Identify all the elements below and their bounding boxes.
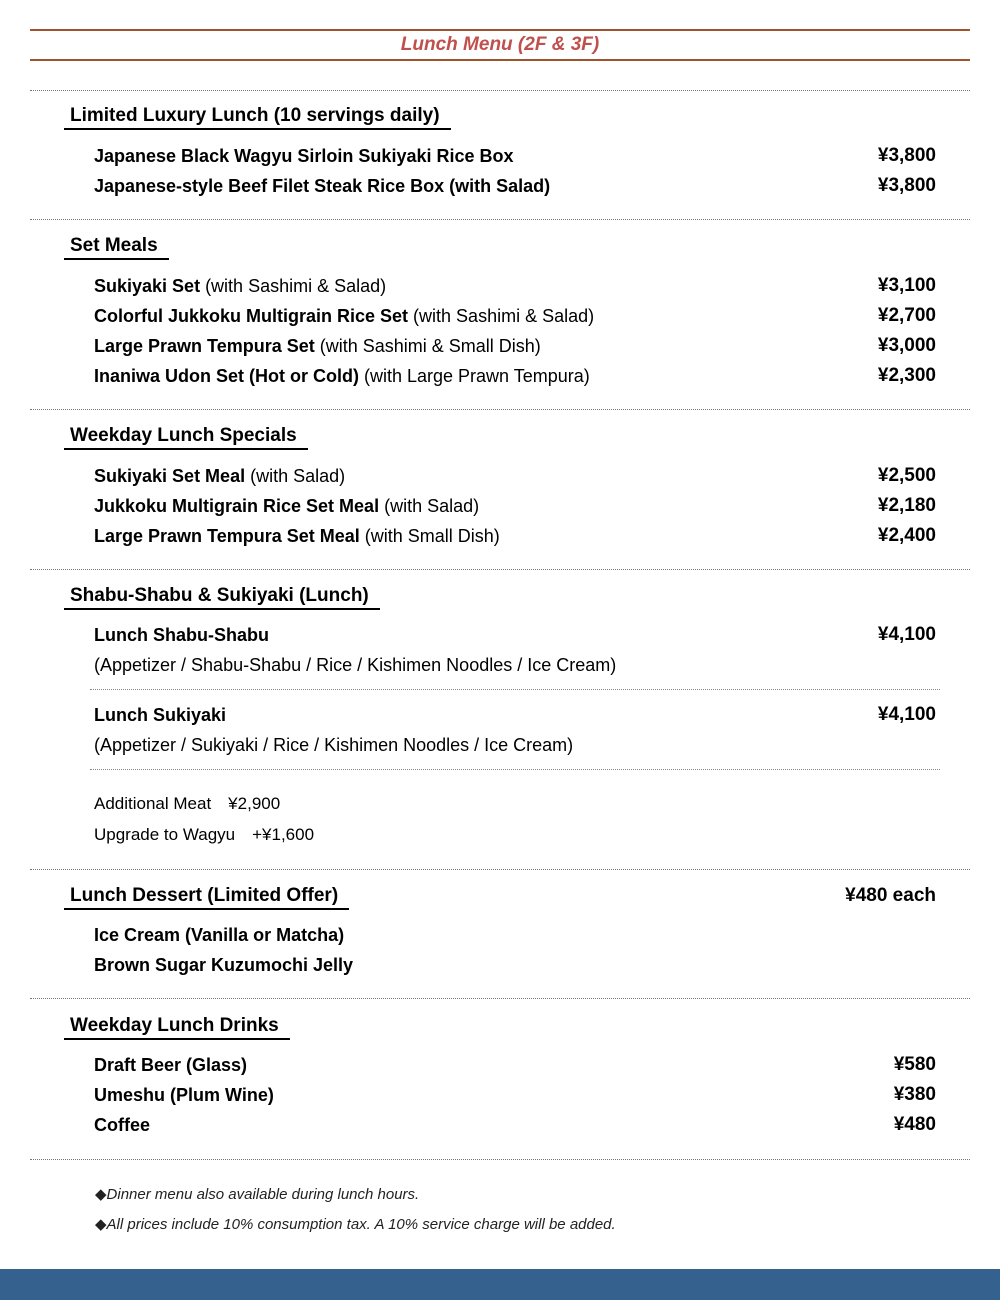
section-heading: Shabu-Shabu & Sukiyaki (Lunch) <box>64 585 380 610</box>
footer-bar <box>0 1269 1000 1300</box>
item-name: Sukiyaki Set Meal <box>94 466 246 486</box>
item-price: ¥2,500 <box>877 465 936 486</box>
item-name: Jukkoku Multigrain Rice Set Meal <box>94 496 380 516</box>
section-divider <box>30 869 970 870</box>
item-price: ¥2,400 <box>877 525 936 546</box>
section-heading: Set Meals <box>64 235 169 260</box>
item-name: Inaniwa Udon Set (Hot or Cold) <box>94 366 359 386</box>
menu-item <box>94 524 936 548</box>
extra-option: Upgrade to Wagyu +¥1,600 <box>94 825 315 844</box>
item-name: Large Prawn Tempura Set Meal <box>94 526 360 546</box>
item-note: (with Salad) <box>379 496 480 516</box>
menu-item <box>94 494 936 518</box>
item-note: (with Sashimi & Salad) <box>408 306 595 326</box>
menu-item <box>94 1113 936 1137</box>
item-name: Umeshu (Plum Wine) <box>94 1085 274 1105</box>
footnote: ◆Dinner menu also available during lunch hours. <box>95 1186 420 1203</box>
item-price: ¥3,800 <box>877 175 936 196</box>
item-note: (with Sashimi & Salad) <box>200 276 387 296</box>
menu-item <box>94 623 936 647</box>
section-heading: Limited Luxury Lunch (10 servings daily) <box>64 105 451 130</box>
item-note: (with Sashimi & Small Dish) <box>314 336 541 356</box>
menu-item <box>94 1083 936 1107</box>
menu-item <box>94 703 936 727</box>
item-name: Lunch Shabu-Shabu <box>94 625 269 645</box>
item-name: Brown Sugar Kuzumochi Jelly <box>94 955 354 975</box>
extra-option: Additional Meat ¥2,900 <box>94 794 281 813</box>
item-price: ¥3,100 <box>877 275 936 296</box>
item-name: Japanese Black Wagyu Sirloin Sukiyaki Rice Box <box>94 146 514 166</box>
item-divider <box>90 769 940 770</box>
item-name: Lunch Sukiyaki <box>94 705 227 725</box>
item-note: (with Salad) <box>245 466 346 486</box>
item-price: ¥2,180 <box>877 495 936 516</box>
title-bottom-rule <box>30 59 970 61</box>
menu-item <box>94 923 936 947</box>
menu-item <box>94 304 936 328</box>
dessert-price: ¥480 each <box>845 885 936 906</box>
item-price: ¥480 <box>893 1114 936 1135</box>
top-rule <box>30 29 970 31</box>
item-price: ¥580 <box>893 1054 936 1075</box>
menu-item <box>94 364 936 388</box>
item-name: Draft Beer (Glass) <box>94 1055 248 1075</box>
item-name: Ice Cream (Vanilla or Matcha) <box>94 925 345 945</box>
item-price: ¥2,300 <box>877 365 936 386</box>
item-price: ¥380 <box>893 1084 936 1105</box>
section-divider <box>30 998 970 999</box>
item-name: Coffee <box>94 1115 151 1135</box>
section-divider <box>30 409 970 410</box>
item-price: ¥2,700 <box>877 305 936 326</box>
section-heading: Lunch Dessert (Limited Offer) <box>64 885 349 910</box>
section-divider <box>30 569 970 570</box>
section-divider <box>30 219 970 220</box>
item-name: Large Prawn Tempura Set <box>94 336 315 356</box>
item-name: Sukiyaki Set <box>94 276 201 296</box>
item-divider <box>90 689 940 690</box>
menu-item <box>94 274 936 298</box>
item-name: Japanese-style Beef Filet Steak Rice Box (with Salad) <box>94 176 551 196</box>
item-note: (with Large Prawn Tempura) <box>358 366 590 386</box>
item-description: (Appetizer / Sukiyaki / Rice / Kishimen Noodles / Ice Cream) <box>94 735 574 755</box>
item-description: (Appetizer / Shabu-Shabu / Rice / Kishimen Noodles / Ice Cream) <box>94 655 617 675</box>
item-price: ¥3,800 <box>877 145 936 166</box>
footnote: ◆All prices include 10% consumption tax. A 10% service charge will be added. <box>95 1216 616 1233</box>
menu-item <box>94 464 936 488</box>
item-price: ¥4,100 <box>877 704 936 725</box>
item-price: ¥3,000 <box>877 335 936 356</box>
menu-item <box>94 334 936 358</box>
section-divider <box>30 1159 970 1160</box>
item-name: Colorful Jukkoku Multigrain Rice Set <box>94 306 409 326</box>
section-heading: Weekday Lunch Drinks <box>64 1015 290 1040</box>
item-note: (with Small Dish) <box>359 526 500 546</box>
section-heading: Weekday Lunch Specials <box>64 425 308 450</box>
page-title: Lunch Menu (2F & 3F) <box>400 34 600 55</box>
menu-item <box>94 174 936 198</box>
menu-item <box>94 953 936 977</box>
item-price: ¥4,100 <box>877 624 936 645</box>
menu-item <box>94 144 936 168</box>
section-divider <box>30 90 970 91</box>
menu-item <box>94 1053 936 1077</box>
